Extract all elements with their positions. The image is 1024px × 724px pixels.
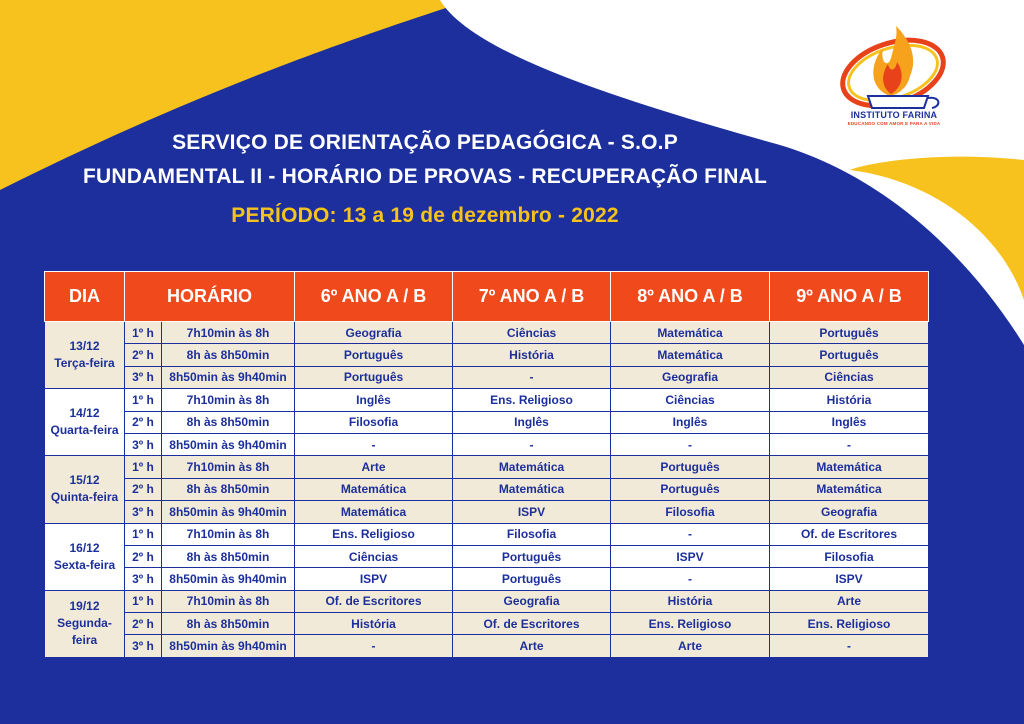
header-7-ano: 7º ANO A / B — [453, 272, 611, 322]
subject-cell: Matemática — [611, 344, 770, 366]
slot-cell: 1º h — [125, 590, 162, 612]
subject-cell: Matemática — [611, 322, 770, 344]
table-row — [45, 344, 929, 366]
table-row — [45, 635, 929, 657]
day-date: 14/12 — [69, 406, 100, 421]
subject-cell: História — [770, 389, 929, 411]
subject-cell: Matemática — [295, 501, 453, 523]
slot-cell: 3º h — [125, 635, 162, 657]
slot-cell: 3º h — [125, 366, 162, 388]
header-period: PERÍODO: 13 a 19 de dezembro - 2022 — [231, 204, 619, 227]
header-6-ano: 6º ANO A / B — [295, 272, 453, 322]
table-row — [45, 322, 929, 344]
slot-cell: 2º h — [125, 545, 162, 567]
table-row — [45, 433, 929, 455]
subject-cell: Filosofia — [453, 523, 611, 545]
day-cell — [45, 389, 125, 456]
subject-cell: Arte — [611, 635, 770, 657]
subject-cell: Português — [295, 344, 453, 366]
subject-cell: Matemática — [770, 478, 929, 500]
time-cell: 7h10min às 8h — [162, 322, 295, 344]
subject-cell: Geografia — [770, 501, 929, 523]
time-cell: 8h às 8h50min — [162, 613, 295, 635]
subject-cell: Português — [611, 478, 770, 500]
day-date: 15/12 — [69, 473, 100, 488]
time-cell: 8h50min às 9h40min — [162, 501, 295, 523]
subject-cell: Inglês — [770, 411, 929, 433]
table-row — [45, 456, 929, 478]
day-weekday: Terça-feira — [54, 356, 115, 371]
header-horario: HORÁRIO — [125, 272, 295, 322]
subject-cell: - — [453, 433, 611, 455]
header-title-sop: SERVIÇO DE ORIENTAÇÃO PEDAGÓGICA - S.O.P — [172, 131, 678, 154]
time-cell: 8h às 8h50min — [162, 344, 295, 366]
subject-cell: Ciências — [295, 545, 453, 567]
subject-cell: Português — [770, 322, 929, 344]
day-cell — [45, 456, 125, 523]
logo-name: INSTITUTO FARINA — [850, 110, 938, 120]
slot-cell: 2º h — [125, 344, 162, 366]
time-cell: 7h10min às 8h — [162, 389, 295, 411]
subject-cell: Geografia — [295, 322, 453, 344]
subject-cell: Matemática — [453, 478, 611, 500]
subject-cell: Geografia — [611, 366, 770, 388]
subject-cell: Ens. Religioso — [295, 523, 453, 545]
slot-cell: 2º h — [125, 411, 162, 433]
subject-cell: Ciências — [611, 389, 770, 411]
header-dia: DIA — [45, 272, 125, 322]
slot-cell: 2º h — [125, 613, 162, 635]
subject-cell: Inglês — [295, 389, 453, 411]
table-row — [45, 389, 929, 411]
slot-cell: 1º h — [125, 389, 162, 411]
subject-cell: ISPV — [453, 501, 611, 523]
subject-cell: Português — [611, 456, 770, 478]
subject-cell: Ens. Religioso — [453, 389, 611, 411]
table-row — [45, 501, 929, 523]
table-header-row — [45, 272, 929, 322]
table-row — [45, 545, 929, 567]
subject-cell: Ens. Religioso — [611, 613, 770, 635]
subject-cell: Matemática — [770, 456, 929, 478]
day-date: 16/12 — [69, 540, 100, 555]
subject-cell: Geografia — [453, 590, 611, 612]
subject-cell: História — [295, 613, 453, 635]
time-cell: 8h50min às 9h40min — [162, 366, 295, 388]
table-row — [45, 523, 929, 545]
subject-cell: História — [611, 590, 770, 612]
subject-cell: Ciências — [770, 366, 929, 388]
slot-cell: 3º h — [125, 568, 162, 590]
logo-tagline: EDUCANDO COM AMOR E PARA A VIDA — [847, 121, 941, 126]
subject-cell: - — [295, 635, 453, 657]
subject-cell: - — [611, 523, 770, 545]
subject-cell: - — [611, 433, 770, 455]
time-cell: 8h50min às 9h40min — [162, 635, 295, 657]
header-9-ano: 9º ANO A / B — [770, 272, 929, 322]
subject-cell: Inglês — [453, 411, 611, 433]
table-row — [45, 590, 929, 612]
slot-cell: 2º h — [125, 478, 162, 500]
time-cell: 7h10min às 8h — [162, 590, 295, 612]
time-cell: 7h10min às 8h — [162, 523, 295, 545]
subject-cell: - — [453, 366, 611, 388]
day-cell — [45, 523, 125, 590]
subject-cell: ISPV — [770, 568, 929, 590]
subject-cell: Matemática — [295, 478, 453, 500]
subject-cell: História — [453, 344, 611, 366]
day-cell — [45, 322, 125, 389]
time-cell: 8h50min às 9h40min — [162, 433, 295, 455]
time-cell: 8h às 8h50min — [162, 411, 295, 433]
slot-cell: 3º h — [125, 501, 162, 523]
subject-cell: Of. de Escritores — [295, 590, 453, 612]
exam-schedule-table — [44, 271, 929, 658]
subject-cell: Matemática — [453, 456, 611, 478]
subject-cell: Filosofia — [295, 411, 453, 433]
subject-cell: Of. de Escritores — [770, 523, 929, 545]
subject-cell: Ciências — [453, 322, 611, 344]
header-title-schedule: FUNDAMENTAL II - HORÁRIO DE PROVAS - RECUPERAÇÃO FINAL — [83, 165, 767, 188]
slot-cell: 1º h — [125, 322, 162, 344]
table-row — [45, 366, 929, 388]
subject-cell: Filosofia — [770, 545, 929, 567]
table-row — [45, 411, 929, 433]
slot-cell: 1º h — [125, 456, 162, 478]
subject-cell: - — [770, 433, 929, 455]
day-date: 13/12 — [69, 339, 100, 354]
subject-cell: Português — [295, 366, 453, 388]
table-row — [45, 613, 929, 635]
table-row — [45, 568, 929, 590]
day-weekday: Quinta-feira — [50, 490, 119, 505]
subject-cell: - — [611, 568, 770, 590]
subject-cell: Arte — [770, 590, 929, 612]
subject-cell: Português — [770, 344, 929, 366]
subject-cell: - — [770, 635, 929, 657]
slot-cell: 3º h — [125, 433, 162, 455]
subject-cell: Português — [453, 568, 611, 590]
time-cell: 8h50min às 9h40min — [162, 568, 295, 590]
slot-cell: 1º h — [125, 523, 162, 545]
subject-cell: ISPV — [295, 568, 453, 590]
subject-cell: Ens. Religioso — [770, 613, 929, 635]
subject-cell: Inglês — [611, 411, 770, 433]
subject-cell: Of. de Escritores — [453, 613, 611, 635]
subject-cell: - — [295, 433, 453, 455]
day-weekday: Quarta-feira — [50, 423, 119, 438]
time-cell: 8h às 8h50min — [162, 478, 295, 500]
subject-cell: Filosofia — [611, 501, 770, 523]
subject-cell: Arte — [295, 456, 453, 478]
time-cell: 8h às 8h50min — [162, 545, 295, 567]
subject-cell: Português — [453, 545, 611, 567]
day-date: 19/12 — [69, 599, 100, 614]
day-weekday: Segunda-feira — [57, 616, 112, 648]
header-8-ano: 8º ANO A / B — [611, 272, 770, 322]
subject-cell: ISPV — [611, 545, 770, 567]
day-weekday: Sexta-feira — [53, 557, 116, 572]
time-cell: 7h10min às 8h — [162, 456, 295, 478]
table-row — [45, 478, 929, 500]
subject-cell: Arte — [453, 635, 611, 657]
day-cell — [45, 590, 125, 657]
